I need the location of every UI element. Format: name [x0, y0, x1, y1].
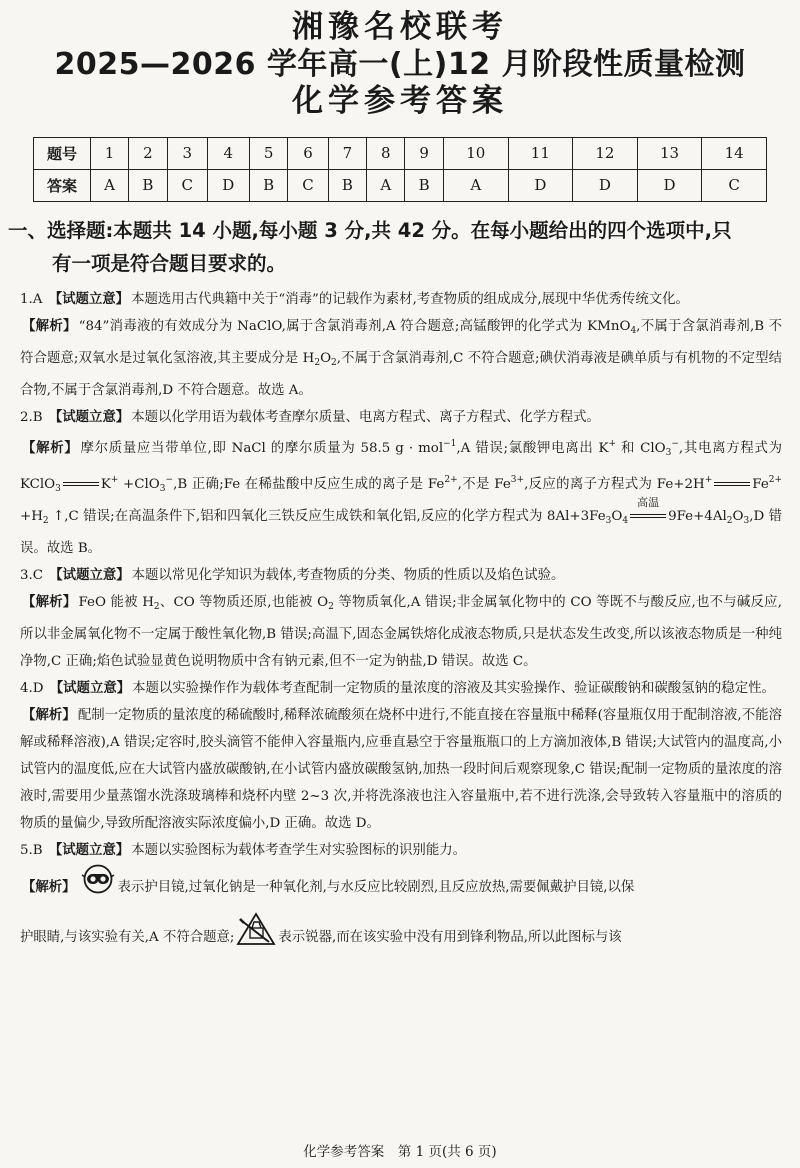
answer-table-answer-row: [34, 169, 767, 201]
table-cell: 8: [367, 137, 405, 169]
table-cell: D: [637, 169, 702, 201]
superscript: −: [165, 474, 174, 485]
analysis-text: O: [732, 508, 744, 524]
equals-sign-with-condition: [630, 495, 666, 530]
page-footer: 化学参考答案 第 1 页(共 6 页): [303, 1144, 497, 1160]
table-cell: 7: [328, 137, 367, 169]
analysis-text: 摩尔质量应当带单位,即 NaCl 的摩尔质量为 58.5 g · mol: [80, 440, 444, 456]
superscript: −: [671, 438, 679, 449]
question-2-intent: [20, 404, 782, 431]
analysis-text: ,反应的离子方程式为 Fe+2H: [524, 476, 705, 492]
analysis-text: O: [320, 350, 332, 366]
table-cell: D: [207, 169, 249, 201]
superscript: +: [608, 438, 617, 449]
intent-text: 本题以常见化学知识为载体,考查物质的分类、物质的性质以及焰色试验。: [131, 567, 565, 583]
subscript: 2: [153, 601, 160, 612]
goggles-icon: [78, 864, 118, 911]
table-cell: B: [129, 169, 168, 201]
table-cell: 14: [702, 137, 767, 169]
table-cell: C: [702, 169, 767, 201]
table-cell: 13: [637, 137, 702, 169]
analysis-text: 等物质氧化,A 错误;非金属氧化物中的 CO 等既不与酸反应,也不与碱反应,所以非金属氧化物不一定属于酸性氧化物,B 错误;高温下,固态金属铁熔化成液态物质,只是状态发生改变,所以该液态物质是一种纯净物,C 正确;焰色试验显黄色说明物质中含有钠元素,但不一定为钠盐,D 错误。故选 C。: [20, 594, 782, 669]
analysis-text: 9Fe+4Al: [668, 508, 727, 524]
subscript: 3: [159, 483, 166, 494]
question-3-intent: [20, 562, 782, 589]
question-4-analysis: [20, 702, 782, 837]
analysis-text: ,不是 Fe: [457, 476, 511, 492]
question-number: 4.D: [20, 680, 44, 696]
superscript: 2+: [444, 474, 458, 485]
question-number: 5.B: [20, 842, 43, 858]
table-cell: B: [328, 169, 367, 201]
analysis-text: +H: [20, 508, 43, 524]
intent-label: 【试题立意】: [48, 409, 130, 425]
subscript: 2: [726, 515, 733, 526]
section-heading-line2: 有一项是符合题目要求的。: [52, 251, 287, 275]
section-heading-line1: 一、选择题:本题共 14 小题,每小题 3 分,共 42 分。在每小题给出的四个选项中,只: [8, 218, 732, 242]
equals-sign: [714, 471, 750, 498]
superscript: +: [110, 474, 119, 485]
question-2-analysis: [20, 431, 782, 562]
table-cell: D: [573, 169, 638, 201]
analysis-text: ,D 错误。故选 B。: [20, 508, 782, 556]
subscript: 4: [630, 325, 637, 336]
section-heading: [8, 214, 782, 280]
subscript: 2: [314, 357, 321, 368]
subscript: 2: [328, 601, 334, 612]
analysis-text: ,A 错误;氯酸钾电离出 K: [456, 440, 609, 456]
question-4-intent: [20, 675, 782, 702]
solutions: [20, 286, 782, 964]
analysis-text: “84”消毒液的有效成分为 NaClO,属于含氯消毒剂,A 符合题意;高锰酸钾的化学式为 KMnO: [78, 318, 631, 334]
question-5-analysis: [20, 864, 782, 964]
analysis-text: 表示护目镜,过氧化钠是一种氧化剂,与水反应比较剧烈,且反应放热,需要佩戴护目镜,以保: [117, 879, 635, 895]
analysis-label: 【解析】: [22, 707, 76, 723]
title-line1: 湘豫名校联考: [292, 9, 508, 45]
table-cell: B: [249, 169, 288, 201]
superscript: 3+: [510, 474, 525, 485]
table-cell: 3: [167, 137, 207, 169]
table-cell: C: [167, 169, 207, 201]
analysis-text: Fe: [752, 476, 769, 492]
subscript: 2: [331, 357, 337, 368]
table-cell: C: [288, 169, 328, 201]
reaction-condition: 高温: [637, 495, 660, 509]
table-cell: 2: [129, 137, 168, 169]
analysis-text: 和 ClO: [616, 440, 666, 456]
table-cell: 1: [91, 137, 129, 169]
superscript: −1: [443, 438, 457, 449]
table-cell: 6: [288, 137, 328, 169]
analysis-text: ,B 正确;Fe 在稀盐酸中反应生成的离子是 Fe: [173, 476, 445, 492]
analysis-label: 【解析】: [22, 879, 76, 895]
table-cell: 4: [207, 137, 249, 169]
subscript: 3: [743, 515, 750, 526]
question-1-intent: [20, 286, 782, 313]
title-line3: 化学参考答案: [292, 83, 508, 120]
table-cell: 10: [443, 137, 508, 169]
table-cell: 9: [405, 137, 444, 169]
analysis-text: FeO 能被 H: [78, 594, 154, 610]
subscript: 4: [622, 515, 629, 526]
analysis-text: ,其电离方程式为 KClO: [20, 440, 782, 492]
row-label-answer: 答案: [34, 169, 91, 201]
analysis-text: ↑,C 错误;在高温条件下,铝和四氧化三铁反应生成铁和氧化铝,反应的化学方程式为 8Al+3Fe: [48, 508, 606, 524]
subscript: 3: [665, 447, 672, 458]
subscript: 3: [605, 515, 612, 526]
question-number: 3.C: [20, 567, 44, 583]
subscript: 2: [42, 515, 49, 526]
analysis-text: 护眼睛,与该实验有关,A 不符合题意;: [20, 929, 235, 945]
question-3-analysis: [20, 589, 782, 675]
analysis-text: 、CO 等物质还原,也能被 O: [159, 594, 329, 610]
question-number: 2.B: [20, 409, 43, 425]
row-label-number: 题号: [34, 137, 91, 169]
table-cell: B: [405, 169, 444, 201]
intent-label: 【试题立意】: [48, 842, 130, 858]
table-cell: A: [443, 169, 508, 201]
analysis-label: 【解析】: [22, 440, 79, 456]
table-cell: A: [367, 169, 405, 201]
superscript: +: [704, 474, 713, 485]
question-number: 1.A: [20, 291, 43, 307]
analysis-text: +ClO: [118, 476, 160, 492]
title-line2: 2025—2026 学年高一(上)12 月阶段性质量检测: [54, 46, 746, 82]
analysis-text: K: [100, 476, 111, 492]
analysis-text: 配制一定物质的量浓度的稀硫酸时,稀释浓硫酸须在烧杯中进行,不能直接在容量瓶中稀释(容量瓶仅用于配制溶液,不能溶解或稀释溶液),A 错误;定容时,胶头滴管不能伸入容量瓶内,应垂直悬空于容量瓶瓶口的上方滴加液体,B 错误;大试管内的温度高,小试管内的温度低,应在大试管内盛放碳酸钠,在小试管内盛放碳酸氢钠,加热一段时间后观察现象,C 错误;配制一定物质的量浓度的溶液时,需要用少量蒸馏水洗涤玻璃棒和烧杯内壁 2~3 次,并将洗涤液也注入容量瓶中,若不进行洗涤,会导致转入容量瓶中的溶质的物质的量偏少,导致所配溶液实际浓度偏小,D 正确。故选 D。: [20, 707, 782, 831]
intent-label: 【试题立意】: [49, 567, 130, 583]
intent-text: 本题以实验操作作为载体考查配制一定物质的量浓度的溶液及其实验操作、验证碳酸钠和碳酸氢钠的稳定性。: [132, 680, 775, 696]
analysis-label: 【解析】: [22, 318, 77, 334]
analysis-text: ,不属于含氯消毒剂,C 不符合题意;碘伏消毒液是碘单质与有机物的不定型结合物,不属于含氯消毒剂,D 不符合题意。故选 A。: [20, 350, 783, 398]
intent-label: 【试题立意】: [49, 680, 131, 696]
intent-text: 本题选用古代典籍中关于“消毒”的记载作为素材,考查物质的组成成分,展现中华优秀传统文化。: [131, 291, 689, 307]
table-cell: D: [508, 169, 573, 201]
analysis-text: ,不属于含氯消毒剂,B 不符合题意;双氧水是过氧化氢溶液,其主要成分是 H: [20, 318, 783, 366]
analysis-text: 表示锐器,而在该实验中没有用到锋利物品,所以此图标与该: [278, 929, 622, 945]
header: [0, 10, 800, 120]
question-5-intent: [20, 837, 782, 864]
intent-text: 本题以化学用语为载体考查摩尔质量、电离方程式、离子方程式、化学方程式。: [131, 409, 600, 425]
table-cell: 5: [249, 137, 288, 169]
table-cell: 11: [508, 137, 573, 169]
analysis-text: O: [611, 508, 623, 524]
sharp-object-icon: [234, 911, 278, 964]
equals-sign: [63, 471, 99, 498]
analysis-label: 【解析】: [22, 594, 77, 610]
intent-label: 【试题立意】: [48, 291, 130, 307]
subscript: 3: [55, 483, 61, 494]
table-cell: A: [91, 169, 129, 201]
answer-table-number-row: [34, 137, 767, 169]
table-cell: 12: [573, 137, 638, 169]
intent-text: 本题以实验图标为载体考查学生对实验图标的识别能力。: [131, 842, 466, 858]
question-1-analysis: [20, 313, 782, 404]
answer-table: [33, 137, 767, 202]
superscript: 2+: [768, 474, 783, 485]
